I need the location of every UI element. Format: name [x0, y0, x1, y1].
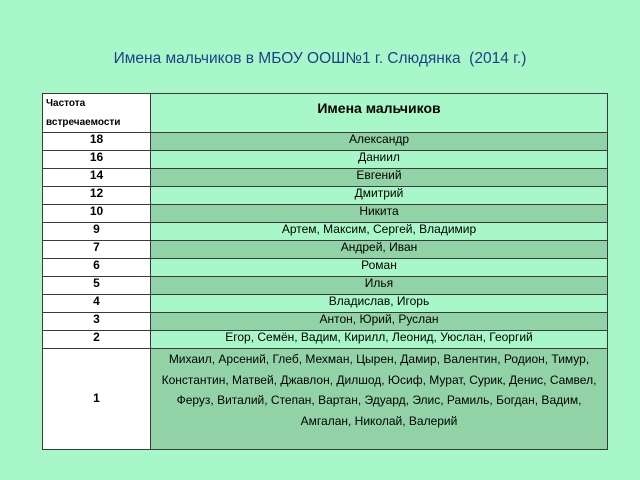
names-header: Имена мальчиков	[151, 94, 608, 133]
frequency-cell: 9	[43, 223, 151, 241]
frequency-cell: 1	[43, 349, 151, 450]
names-cell: Артем, Максим, Сергей, Владимир	[151, 223, 608, 241]
table-row	[43, 313, 608, 331]
names-cell: Илья	[151, 277, 608, 295]
names-cell: Никита	[151, 205, 608, 223]
names-cell: Владислав, Игорь	[151, 295, 608, 313]
frequency-cell: 12	[43, 187, 151, 205]
table-header-row	[43, 94, 608, 133]
names-cell: Дмитрий	[151, 187, 608, 205]
table-row	[43, 151, 608, 169]
table-row	[43, 169, 608, 187]
table-row	[43, 187, 608, 205]
table-row	[43, 295, 608, 313]
frequency-cell: 10	[43, 205, 151, 223]
names-table	[42, 93, 608, 450]
table-row	[43, 241, 608, 259]
frequency-cell: 7	[43, 241, 151, 259]
names-cell: Даниил	[151, 151, 608, 169]
table-row	[43, 331, 608, 349]
names-cell: Михаил, Арсений, Глеб, Мехман, Цырен, Дамир, Валентин, Родион, Тимур, Константин, Матвей, Джавлон, Дилшод, Юсиф, Мурат, Сурик, Денис, Самвел, Феруз, Виталий, Степан, Вартан, Эдуард, Элис, Рамиль, Богдан, Вадим, Амгалан, Николай, Валерий	[151, 349, 608, 450]
frequency-cell: 5	[43, 277, 151, 295]
names-cell: Александр	[151, 133, 608, 151]
table-row	[43, 205, 608, 223]
frequency-cell: 3	[43, 313, 151, 331]
page-title: Имена мальчиков в МБОУ ООШ№1 г. Слюдянка (2014 г.)	[113, 50, 527, 67]
frequency-cell: 16	[43, 151, 151, 169]
names-cell: Егор, Семён, Вадим, Кирилл, Леонид, Уюслан, Георгий	[151, 331, 608, 349]
frequency-cell: 4	[43, 295, 151, 313]
names-cell: Антон, Юрий, Руслан	[151, 313, 608, 331]
table-row	[43, 133, 608, 151]
table-row	[43, 223, 608, 241]
frequency-cell: 18	[43, 133, 151, 151]
frequency-cell: 14	[43, 169, 151, 187]
frequency-header: Частота встречаемости	[43, 94, 151, 133]
frequency-cell: 2	[43, 331, 151, 349]
table-row	[43, 277, 608, 295]
names-cell: Евгений	[151, 169, 608, 187]
table-row	[43, 259, 608, 277]
table-row	[43, 349, 608, 450]
frequency-cell: 6	[43, 259, 151, 277]
names-cell: Андрей, Иван	[151, 241, 608, 259]
names-cell: Роман	[151, 259, 608, 277]
